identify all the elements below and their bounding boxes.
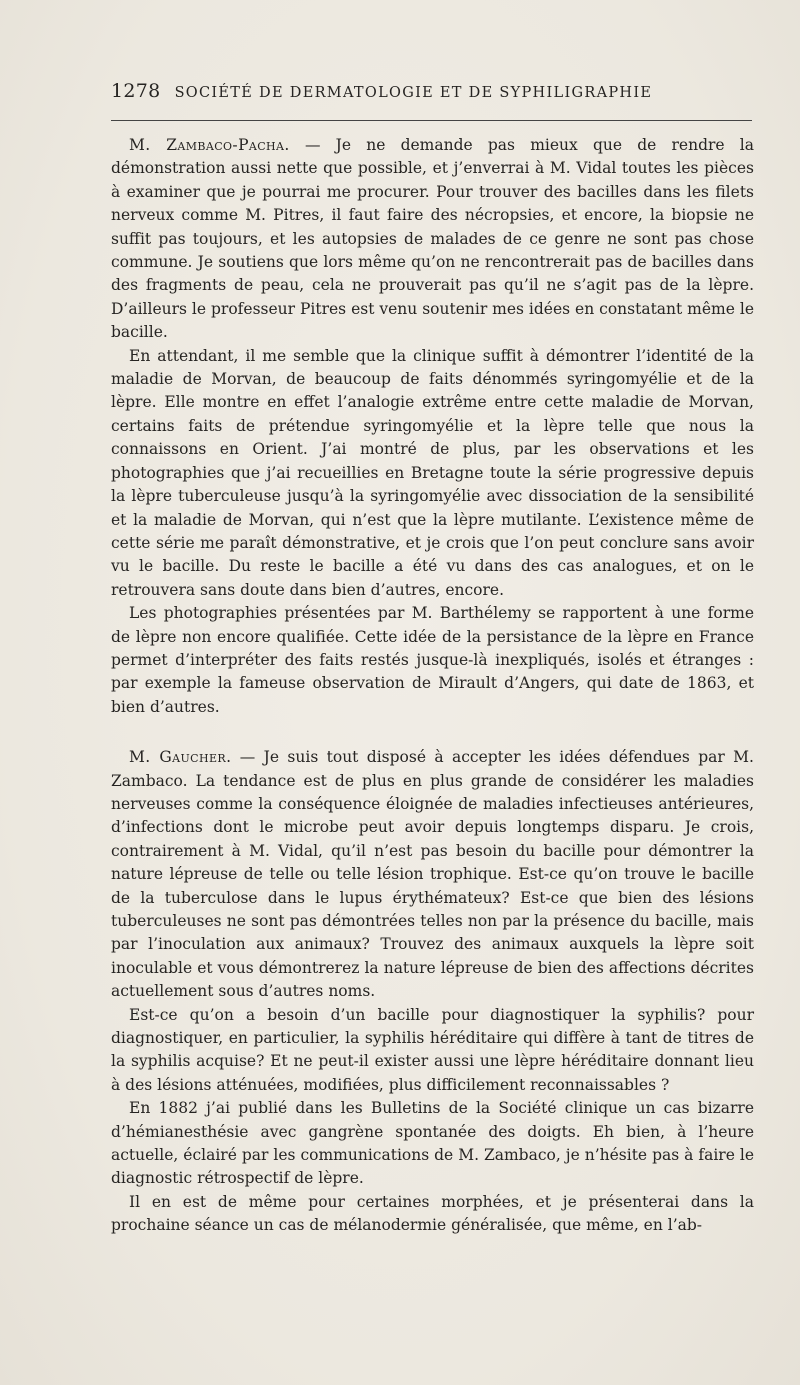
page-number: 1278 — [111, 80, 161, 102]
paragraph-gaucher-4: Il en est de même pour certaines morphées, et je présenterai dans la prochaine séance un cas de mélanodermie généralisée, que même, en l’ab- — [111, 1192, 754, 1235]
running-title: SOCIÉTÉ DE DERMATOLOGIE ET DE SYPHILIGRAPHIE — [174, 85, 653, 101]
speaker-name: M. Zambaco-Pacha. — [129, 136, 290, 154]
paragraph-gaucher-1 — [111, 746, 754, 1003]
paragraph-gaucher-3: En 1882 j’ai publié dans les Bulletins de la Société clinique un cas bizarre d’hémianesthésie avec gangrène spontanée des doigts. Eh bien, à l’heure actuelle, éclairé par les communications de M. Zambaco, je n’hésite pas à faire le diagnostic rétrospectif de lèpre. — [111, 1099, 754, 1188]
body-text — [111, 134, 754, 1238]
paragraph-gaucher-2: Est-ce qu’on a besoin d’un bacille pour diagnostiquer la syphilis? pour diagnostiquer, en particulier, la syphilis héréditaire qui diffère à tant de titres de la syphilis acquise? Et ne peut-il exister aussi une lèpre héréditaire donnant lieu à des lésions atténuées, modifiées, plus difficilement reconnaissables ? — [111, 1005, 754, 1094]
paragraph-text: — Je suis tout disposé à accepter les idées défendues par M. Zambaco. La tendance est de plus en plus grande de considérer les maladies nerveuses comme la conséquence éloignée de maladies infectieuses antérieures, d’infections dont le microbe peut avoir depuis longtemps disparu. Je crois, contrairement à M. Vidal, qu’il n’est pas besoin du bacille pour démontrer la nature lépreuse de telle ou telle lésion trophique. Est-ce qu’on trouve le bacille de la tuberculose dans le lupus érythémateux? Est-ce que bien des lésions tuberculeuses ne sont pas démontrées telles non par la présence du bacille, mais par l’inoculation aux animaux? Trouvez des animaux auxquels la lèpre soit inoculable et vous démontrerez la nature lépreuse de bien des affections décrites actuellement sous d’autres noms. — [111, 748, 754, 1001]
paragraph-zambaco-3: Les photographies présentées par M. Barthélemy se rapportent à une forme de lèpre non encore qualifiée. Cette idée de la persistance de la lèpre en France permet d’interpréter des faits restés jusque-là inexpliqués, isolés et étranges : par exemple la fameuse observation de Mirault d’Angers, qui date de 1863, et bien d’autres. — [111, 604, 754, 716]
paragraph-text: — Je ne demande pas mieux que de rendre la démonstration aussi nette que possible, et j’enverrai à M. Vidal toutes les pièces à examiner que je pourrai me procurer. Pour trouver des bacilles dans les filets nerveux comme M. Pitres, il faut faire des nécropsies, et encore, la biopsie ne suffit pas toujours, et les autopsies de malades de ce genre ne sont pas chose commune. Je soutiens que lors même qu’on ne rencontrerait pas de bacilles dans des fragments de peau, cela ne prouverait pas qu’il ne s’agit pas de la lèpre. D’ailleurs le professeur Pitres est venu soutenir mes idées en constatant même le bacille. — [111, 136, 754, 342]
speaker-name: M. Gaucher. — [129, 748, 232, 767]
header-rule — [111, 120, 752, 121]
page-header — [111, 80, 751, 106]
paragraph-zambaco-2: En attendant, il me semble que la clinique suffit à démontrer l’identité de la maladie de Morvan, de beaucoup de faits dénommés syringomyélie et de la lèpre. Elle montre en effet l’analogie extrême entre cette maladie de Morvan, certains faits de prétendue syringomyélie et la lèpre telle que nous la connaissons en Orient. J’ai montré de plus, par les observations et les photographies que j’ai recueillies en Bretagne toute la série progressive depuis la lèpre tuberculeuse jusqu’à la syringomyélie avec dissociation de la sensibilité et la maladie de Morvan, qui n’est que la lèpre mutilante. L’existence même de cette série me paraît démonstrative, et je crois que l’on peut conclure sans avoir vu le bacille. Du reste le bacille a été vu dans des cas analogues, et on le retrouvera sans doute dans bien d’autres, encore. — [111, 346, 754, 599]
paragraph-zambaco-1 — [111, 134, 754, 345]
